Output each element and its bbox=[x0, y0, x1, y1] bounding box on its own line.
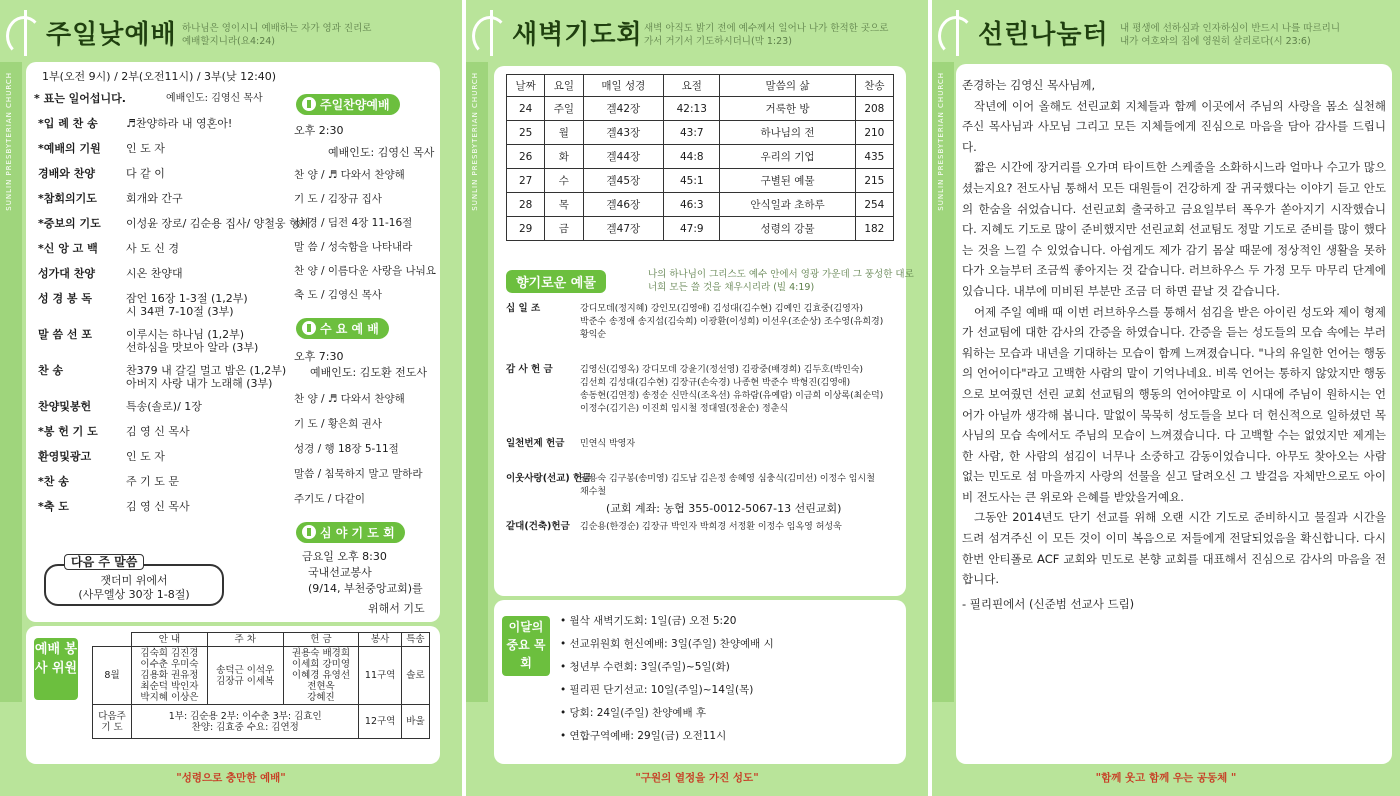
volunteers-table bbox=[92, 632, 430, 739]
order-value: 시온 찬양대 bbox=[126, 267, 183, 280]
table-cell: 46:3 bbox=[664, 193, 720, 217]
order-label: 찬양및봉헌 bbox=[38, 400, 92, 413]
order-value: 이루시는 하나님 (1,2부) bbox=[126, 328, 245, 341]
order-label: * 표는 일어섭니다. bbox=[34, 92, 126, 105]
offering-title: 향기로운 예물 bbox=[506, 270, 606, 293]
afternoon-item: 말 씀 / 성숙함을 나타내라 bbox=[294, 241, 413, 253]
volunteers-label: 예배 봉사 위원 bbox=[34, 638, 78, 700]
letter-paragraph: 어제 주일 예배 때 이번 러브하우스를 통해서 섬김을 받은 아이린 성도와 제이 형제가 선교팀에 대한 감사의 간증을 하였습니다. 간증을 듣는 성도들의 모습 속에는 부러워하는 모습과 내년을 기대하는 모습이 함께 느껴졌습니다. "나의 유일한 언어는 행동의 언어이다"라고 고백한 사람의 말이 기억나네요. 비록 언어는 통하지 않았지만 행동으로 보여줬던 선린 교회 선교팀의 행동의 언어야말로 이 시대에 주님이 원하시는 언어가 아닐까 생각해 봅니다. 말없이 묵묵히 성도들을 보다 더 헌신적으로 일하셨던 목사님의 모습 속에서도 주님의 모습이 느껴졌습니다. 다 고백할 수는 없었지만 제게는 한 사람, 한 사람의 섬김이 너무나 소중하고 감동이었습니다. 아무도 찾아오는 사람 없는 민도로 섬 마을까지 사랑의 선물을 싣고 달려오신 그 발걸음 자체만으로도 아이비 전도사는 큰 위로와 은혜를 받았을거예요. bbox=[962, 304, 1386, 504]
order-value: 예배인도: 김영신 목사 bbox=[166, 93, 263, 104]
table-cell: 겔47장 bbox=[583, 217, 664, 241]
offering-names: 민연식 박영자 bbox=[580, 439, 636, 449]
panel-title: 새벽기도회 bbox=[512, 20, 643, 50]
afternoon-time: 오후 2:30 bbox=[294, 124, 344, 137]
order-value: 아버지 사랑 내가 노래해 (3부) bbox=[126, 377, 273, 390]
wednesday-worship-title: 수 요 예 배 bbox=[296, 318, 389, 339]
header-verse: 내 평생에 선하심과 인자하심이 반드시 나를 따르리니 내가 여호와의 집에 영원히 살리로다(시 23:6) bbox=[1120, 23, 1341, 47]
afternoon-item: 찬 양 / ♬ 다와서 찬양해 bbox=[294, 169, 405, 181]
table-cell: 24 bbox=[507, 97, 545, 121]
table-cell: 45:1 bbox=[664, 169, 720, 193]
header-verse: 하나님은 영이시니 예배하는 자가 영과 진리로 예배할지니라(요4:24) bbox=[182, 23, 372, 47]
offering-names: 김순용(한경순) 김장규 박인자 박희경 서정환 이정수 임옥영 허성욱 bbox=[580, 522, 842, 532]
table-cell: 겔44장 bbox=[583, 145, 664, 169]
order-value: 특송(솔로)/ 1장 bbox=[126, 400, 202, 413]
table-cell: 43:7 bbox=[664, 121, 720, 145]
order-value: 회개와 간구 bbox=[126, 192, 183, 205]
monthly-news-label: 이달의 중요 목회 bbox=[502, 616, 550, 676]
order-label: *봉 헌 기 도 bbox=[38, 425, 98, 438]
table-cell: 26 bbox=[507, 145, 545, 169]
usher-names: 김숙희 김진경 이수춘 우미숙 김용화 권유정 최순덕 박인자 박지혜 이상은 bbox=[132, 647, 208, 705]
monthly-news-item: • 연합구역예배: 29일(금) 오전11시 bbox=[560, 730, 727, 742]
side-band: SUNLIN PRESBYTERIAN CHURCH bbox=[932, 62, 954, 702]
table-cell: 하나님의 전 bbox=[720, 121, 855, 145]
panel-title: 선린나눔터 bbox=[978, 20, 1109, 50]
table-cell: 겔42장 bbox=[583, 97, 664, 121]
offering-names: 황익순 bbox=[580, 330, 607, 340]
table-cell: 겔46장 bbox=[583, 193, 664, 217]
table-cell: 거룩한 방 bbox=[720, 97, 855, 121]
table-cell: 월 bbox=[545, 121, 583, 145]
table-header: 말씀의 삶 bbox=[720, 75, 855, 97]
order-value: 주 기 도 문 bbox=[126, 475, 179, 488]
offering-names: 이정수(김기은) 이진희 임시철 정대열(정윤순) 정춘식 bbox=[580, 404, 789, 414]
wednesday-item: 말씀 / 침묵하지 말고 말하라 bbox=[294, 468, 423, 480]
order-value: 인 도 자 bbox=[126, 142, 165, 155]
panel-header bbox=[932, 0, 1400, 62]
monthly-news-card bbox=[494, 600, 906, 764]
panel-sharing bbox=[932, 0, 1400, 796]
table-header: 요절 bbox=[664, 75, 720, 97]
order-label: 환영및광고 bbox=[38, 450, 92, 463]
table-cell: 겔45장 bbox=[583, 169, 664, 193]
order-label: *축 도 bbox=[38, 500, 69, 513]
night-prayer-line: 국내선교봉사 bbox=[308, 566, 372, 579]
table-cell: 구별된 예물 bbox=[720, 169, 855, 193]
afternoon-item: 찬 양 / 이름다운 사랑을 나눠요 bbox=[294, 265, 436, 277]
table-cell: 215 bbox=[855, 169, 893, 193]
order-label: *신 앙 고 백 bbox=[38, 242, 98, 255]
table-cell: 42:13 bbox=[664, 97, 720, 121]
col-parking: 주 차 bbox=[207, 633, 283, 647]
table-header: 매일 성경 bbox=[583, 75, 664, 97]
parking-names: 송덕근 이석우 김장규 이세복 bbox=[207, 647, 283, 705]
letter-greeting: 존경하는 김영신 목사님께, bbox=[962, 78, 1096, 92]
order-value: 인 도 자 bbox=[126, 450, 165, 463]
night-prayer-time: 금요일 오후 8:30 bbox=[302, 550, 387, 563]
table-row bbox=[507, 169, 894, 193]
cross-icon bbox=[302, 525, 316, 539]
order-label: 성가대 찬양 bbox=[38, 267, 95, 280]
church-account: (교회 계좌: 농협 355-0012-5067-13 선린교회) bbox=[606, 502, 842, 515]
panel-title: 주일낮예배 bbox=[46, 20, 177, 50]
order-value: 찬379 내 갈길 멀고 밤은 (1,2부) bbox=[126, 364, 287, 377]
dawn-card bbox=[494, 66, 914, 596]
offering-category: 일천번제 헌금 bbox=[506, 438, 565, 449]
prayer-names: 찬양: 김효중 수요: 김연정 bbox=[191, 721, 299, 733]
col-usher: 안 내 bbox=[132, 633, 208, 647]
wednesday-time: 오후 7:30 bbox=[294, 350, 344, 363]
special-song: 바울 bbox=[401, 705, 429, 739]
row-label: 8월 bbox=[93, 647, 132, 705]
col-service: 봉사 bbox=[359, 633, 402, 647]
service-district: 11구역 bbox=[359, 647, 402, 705]
next-week-title: 다음 주 말씀 bbox=[64, 554, 144, 570]
panel-sunday-worship bbox=[0, 0, 462, 796]
missionary-letter bbox=[962, 75, 1386, 614]
table-cell: 주일 bbox=[545, 97, 583, 121]
special-song: 솔로 bbox=[401, 647, 429, 705]
side-band: SUNLIN PRESBYTERIAN CHURCH bbox=[466, 62, 488, 702]
next-week-box bbox=[44, 550, 224, 610]
footer-motto: "함께 웃고 함께 우는 공동체 " bbox=[1095, 772, 1237, 784]
table-row bbox=[507, 121, 894, 145]
table-cell: 44:8 bbox=[664, 145, 720, 169]
night-prayer-title: 심 야 기 도 회 bbox=[296, 522, 405, 543]
monthly-news-item: • 필리핀 단기선교: 10일(주일)~14일(목) bbox=[560, 684, 754, 696]
col-special: 특송 bbox=[401, 633, 429, 647]
order-value: 이성윤 장로/ 김순용 집사/ 양철웅 형제 bbox=[126, 217, 311, 230]
table-cell: 수 bbox=[545, 169, 583, 193]
table-cell: 29 bbox=[507, 217, 545, 241]
afternoon-item: 성 경 / 딤전 4장 11-16절 bbox=[294, 217, 413, 229]
table-cell: 성령의 강물 bbox=[720, 217, 855, 241]
table-header: 요일 bbox=[545, 75, 583, 97]
night-prayer-line: 위해서 기도 bbox=[368, 602, 425, 615]
wednesday-leader: 예배인도: 김도환 전도사 bbox=[310, 366, 427, 379]
table-cell: 화 bbox=[545, 145, 583, 169]
letter-signature: - 필리핀에서 (신준범 선교사 드림) bbox=[962, 596, 1135, 611]
service-district: 12구역 bbox=[359, 705, 402, 739]
order-value: 선하심을 맛보아 알라 (3부) bbox=[126, 341, 259, 354]
afternoon-leader: 예배인도: 김영신 목사 bbox=[328, 146, 435, 159]
offering-names: 권용숙 배경희 이세희 강미영 이혜경 유영선 전현옥 강혜진 bbox=[283, 647, 359, 705]
cross-icon bbox=[302, 321, 316, 335]
table-cell: 목 bbox=[545, 193, 583, 217]
order-value: 김 영 신 목사 bbox=[126, 425, 190, 438]
letter-paragraph: 짧은 시간에 장거리를 오가며 타이트한 스케줄을 소화하시느라 얼마나 수고가 많으셨는지요? 전도사님 통해서 모든 대원들이 건강하게 잘 귀국했다는 이야기 듣고 안도의 한숨을 쉬었습니다. 선린교회 출국하고 금요일부터 폭우가 쏟아지기 시작했습니다. 지혜도 기도로 많이 준비했지만 선린교회 선교팀도 정말 기도로 준비를 많이 했다는 것을 느낄 수 있었습니다. 아쉽게도 제가 감기 몸살 때문에 정상적인 생활을 못하다가 오늘부터 조금씩 좋아지는 것 같습니다. 러브하우스 두 가정 모두 마무리 단계에 있습니다. 내부에 미비된 부분만 조금 더 하면 끝날 것 같습니다. bbox=[962, 160, 1386, 298]
offering-names: 김영신(김영옥) 강디모데 강윤기(정선영) 김광중(배경희) 김두호(박인숙) bbox=[580, 365, 863, 375]
order-label: *참회의기도 bbox=[38, 192, 97, 205]
monthly-news-item: • 당회: 24일(주일) 찬양예배 후 bbox=[560, 707, 707, 719]
next-week-sermon: 잿더미 위에서 bbox=[100, 574, 168, 587]
order-value: 시 34편 7-10절 (3부) bbox=[126, 305, 234, 318]
table-cell: 208 bbox=[855, 97, 893, 121]
order-value: 잠언 16장 1-3절 (1,2부) bbox=[126, 292, 248, 305]
table-row bbox=[507, 193, 894, 217]
service-times: 1부(오전 9시) / 2부(오전11시) / 3부(낮 12:40) bbox=[42, 70, 277, 83]
offering-category: 십 일 조 bbox=[506, 303, 541, 314]
wednesday-item: 주기도 / 다같이 bbox=[294, 493, 366, 505]
offering-category: 같대(건축)헌금 bbox=[506, 521, 570, 532]
offering-category: 감 사 헌 금 bbox=[506, 364, 553, 375]
side-band: SUNLIN PRESBYTERIAN CHURCH bbox=[0, 62, 22, 702]
panel-header bbox=[466, 0, 928, 62]
order-value: 다 같 이 bbox=[126, 167, 165, 180]
prayer-names: 1부: 김순용 2부: 이수춘 3부: 김효인 bbox=[168, 710, 322, 722]
letter-paragraph: 그동안 2014년도 단기 선교를 위해 오랜 시간 기도로 준비하시고 물질과 시간을 드려 섬겨주신 이 모든 것이 이미 복음으로 저들에게 전달되었음을 확신합니다. 다시한번 안티폴로 ACF 교회와 민도로 본향 교회를 대표해서 진심으로 감사의 마음을 전합니다. bbox=[962, 510, 1386, 587]
table-cell: 28 bbox=[507, 193, 545, 217]
order-label: 말 씀 선 포 bbox=[38, 328, 92, 341]
letter-paragraph: 작년에 이어 올해도 선린교회 지체들과 함께 이곳에서 주님의 사랑을 몸소 실천해 주신 목사님과 사모님 그리고 모든 지체들에게 진심으로 마음을 담아 감사를 드립니다. bbox=[962, 98, 1386, 154]
order-card bbox=[26, 62, 440, 622]
order-label: *예배의 기원 bbox=[38, 142, 101, 155]
order-label: *찬 송 bbox=[38, 475, 69, 488]
daily-bible-table bbox=[506, 74, 894, 241]
header-verse: 새벽 아직도 밝기 전에 예수께서 일어나 나가 한적한 곳으로 가서 거기서 기도하시더니(막 1:23) bbox=[644, 23, 889, 47]
table-cell: 안식일과 초하루 bbox=[720, 193, 855, 217]
panel-dawn-prayer bbox=[466, 0, 928, 796]
offering-category: 이웃사랑(선교) 헌금 bbox=[506, 473, 592, 484]
offering-names: 김선희 김성대(김수현) 김장규(손숙경) 나종현 박준수 박형진(김영애) bbox=[580, 378, 851, 388]
table-cell: 27 bbox=[507, 169, 545, 193]
panel-header bbox=[0, 0, 462, 62]
offering-verse: 나의 하나님이 그리스도 예수 안에서 영광 가운데 그 풍성한 대로 너희 모든 쓸 것을 채우시리라 (빌 4:19) bbox=[648, 269, 914, 293]
table-header: 날짜 bbox=[507, 75, 545, 97]
service-volunteers-card bbox=[26, 626, 440, 764]
table-cell: 우리의 기업 bbox=[720, 145, 855, 169]
afternoon-item: 축 도 / 김영신 목사 bbox=[294, 289, 382, 301]
table-row bbox=[507, 217, 894, 241]
table-cell: 금 bbox=[545, 217, 583, 241]
table-cell: 210 bbox=[855, 121, 893, 145]
offering-names: 채수철 bbox=[580, 487, 607, 497]
table-cell: 435 bbox=[855, 145, 893, 169]
offering-names: 권용숙 김구봉(송미영) 김도남 김은정 송혜영 심충식(김미선) 이정수 임시철 bbox=[580, 474, 875, 484]
offering-names: 강디모데(정지혜) 강인모(김영애) 김성대(김수현) 김예인 김효중(김영자) bbox=[580, 304, 863, 314]
table-cell: 47:9 bbox=[664, 217, 720, 241]
wednesday-item: 찬 양 / ♬ 다와서 찬양해 bbox=[294, 393, 405, 405]
order-label: 성 경 봉 독 bbox=[38, 292, 92, 305]
wednesday-item: 성경 / 행 18장 5-11절 bbox=[294, 443, 399, 455]
offering-names: 송동현(김연정) 송정순 신만식(조옥선) 유하람(유예람) 이금희 이상록(최순덕) bbox=[580, 391, 884, 401]
order-label: 찬 송 bbox=[38, 364, 64, 377]
order-label: *중보의 기도 bbox=[38, 217, 101, 230]
wednesday-item: 기 도 / 황은희 권사 bbox=[294, 418, 382, 430]
table-cell: 182 bbox=[855, 217, 893, 241]
monthly-news-item: • 선교위원회 헌신예배: 3일(주일) 찬양예배 시 bbox=[560, 638, 774, 650]
monthly-news-item: • 청년부 수련회: 3일(주일)~5일(화) bbox=[560, 661, 730, 673]
cross-icon bbox=[302, 97, 316, 111]
table-cell: 254 bbox=[855, 193, 893, 217]
footer-motto: "성령으로 충만한 예배" bbox=[176, 772, 286, 784]
order-value: 사 도 신 경 bbox=[126, 242, 179, 255]
order-value: 김 영 신 목사 bbox=[126, 500, 190, 513]
order-label: *입 례 찬 송 bbox=[38, 117, 98, 130]
table-row bbox=[507, 97, 894, 121]
footer-motto: "구원의 열정을 가진 성도" bbox=[635, 772, 759, 784]
order-value: ♬찬양하라 내 영혼아! bbox=[126, 117, 233, 130]
next-week-scripture: (사무엘상 30장 1-8절) bbox=[78, 588, 190, 601]
table-row bbox=[507, 145, 894, 169]
order-label: 경배와 찬양 bbox=[38, 167, 95, 180]
afternoon-worship-title: 주일찬양예배 bbox=[296, 94, 400, 115]
offering-names: 박준수 송정애 송지섭(김숙희) 이광환(이성희) 이선우(조순상) 조수영(유희경) bbox=[580, 317, 884, 327]
monthly-news-item: • 월삭 새벽기도회: 1일(금) 오전 5:20 bbox=[560, 615, 737, 627]
table-header: 찬송 bbox=[855, 75, 893, 97]
table-cell: 25 bbox=[507, 121, 545, 145]
col-offering: 헌 금 bbox=[283, 633, 359, 647]
night-prayer-line: (9/14, 부천중앙교회)를 bbox=[308, 582, 423, 595]
row-label: 다음주 기 도 bbox=[93, 705, 132, 739]
table-cell: 겔43장 bbox=[583, 121, 664, 145]
afternoon-item: 기 도 / 김장규 집사 bbox=[294, 193, 382, 205]
